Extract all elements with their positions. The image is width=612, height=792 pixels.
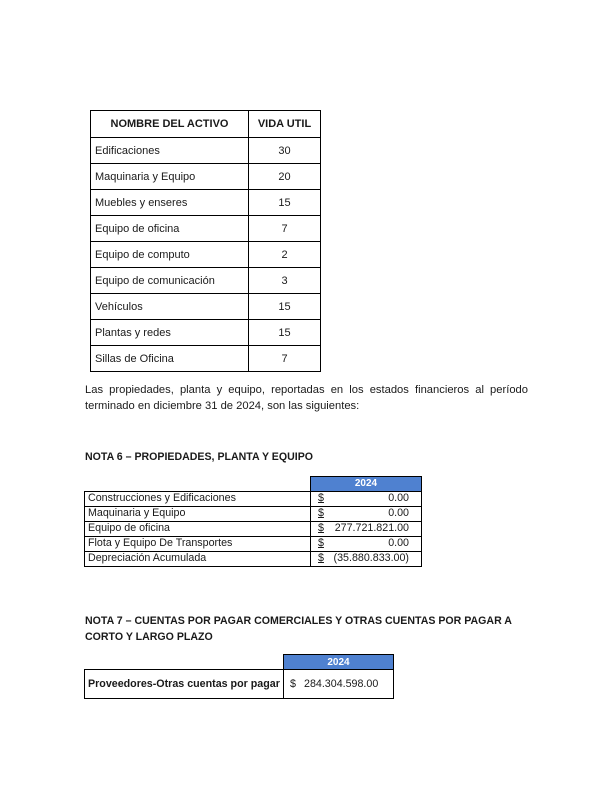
currency-symbol: $: [284, 670, 303, 699]
account-label: Maquinaria y Equipo: [85, 506, 311, 521]
currency-symbol: $: [311, 506, 331, 521]
table-row: [85, 506, 422, 521]
amount-value: (35.880.833.00): [330, 551, 422, 566]
table-row: [85, 491, 422, 506]
useful-life: 15: [249, 190, 321, 216]
nota6-title: NOTA 6 – PROPIEDADES, PLANTA Y EQUIPO: [85, 451, 314, 463]
currency-symbol: $: [311, 521, 331, 536]
useful-life: 3: [249, 268, 321, 294]
currency-symbol: $: [311, 491, 331, 506]
nota6-header-row: [85, 477, 422, 492]
year-header: 2024: [311, 477, 422, 492]
asset-name: Equipo de comunicación: [91, 268, 249, 294]
table-row: [91, 242, 321, 268]
table-row: [91, 190, 321, 216]
asset-name: Maquinaria y Equipo: [91, 164, 249, 190]
nota7-title: NOTA 7 – CUENTAS POR PAGAR COMERCIALES Y OTRAS CUENTAS POR PAGAR A CORTO Y LARGO PLAZO: [85, 615, 512, 643]
asset-name: Muebles y enseres: [91, 190, 249, 216]
asset-name-header: NOMBRE DEL ACTIVO: [91, 111, 249, 138]
useful-life-header: VIDA UTIL: [249, 111, 321, 138]
nota7-header-row: [85, 655, 394, 670]
account-label: Construcciones y Edificaciones: [85, 491, 311, 506]
table-row: [85, 536, 422, 551]
asset-name: Sillas de Oficina: [91, 346, 249, 372]
table-row: [91, 294, 321, 320]
asset-name: Equipo de oficina: [91, 216, 249, 242]
amount-value: 277.721.821.00: [330, 521, 422, 536]
useful-life: 30: [249, 138, 321, 164]
nota6-table: [84, 476, 422, 567]
asset-name: Edificaciones: [91, 138, 249, 164]
asset-name: Vehículos: [91, 294, 249, 320]
asset-life-table: [90, 110, 321, 372]
year-header: 2024: [284, 655, 394, 670]
amount-value: 284.304.598.00: [302, 670, 394, 699]
asset-name: Plantas y redes: [91, 320, 249, 346]
header-spacer: [85, 655, 284, 670]
nota7-table: [84, 654, 394, 699]
asset-table-header-row: [91, 111, 321, 138]
table-row: [91, 138, 321, 164]
table-row: [91, 320, 321, 346]
useful-life: 15: [249, 294, 321, 320]
table-row: [85, 521, 422, 536]
table-row: [85, 551, 422, 566]
currency-symbol: $: [311, 551, 331, 566]
table-row: [91, 164, 321, 190]
intro-paragraph: Las propiedades, planta y equipo, reportadas en los estados financieros al período terminado en diciembre 31 de 2024, son las siguientes:: [85, 384, 528, 412]
asset-name: Equipo de computo: [91, 242, 249, 268]
currency-symbol: $: [311, 536, 331, 551]
amount-value: 0.00: [330, 536, 422, 551]
useful-life: 7: [249, 346, 321, 372]
account-label: Proveedores-Otras cuentas por pagar: [85, 670, 284, 699]
useful-life: 20: [249, 164, 321, 190]
header-spacer: [85, 477, 311, 492]
table-row: [85, 670, 394, 699]
useful-life: 15: [249, 320, 321, 346]
table-row: [91, 268, 321, 294]
account-label: Depreciación Acumulada: [85, 551, 311, 566]
table-row: [91, 216, 321, 242]
useful-life: 7: [249, 216, 321, 242]
account-label: Equipo de oficina: [85, 521, 311, 536]
amount-value: 0.00: [330, 506, 422, 521]
account-label: Flota y Equipo De Transportes: [85, 536, 311, 551]
amount-value: 0.00: [330, 491, 422, 506]
useful-life: 2: [249, 242, 321, 268]
table-row: [91, 346, 321, 372]
